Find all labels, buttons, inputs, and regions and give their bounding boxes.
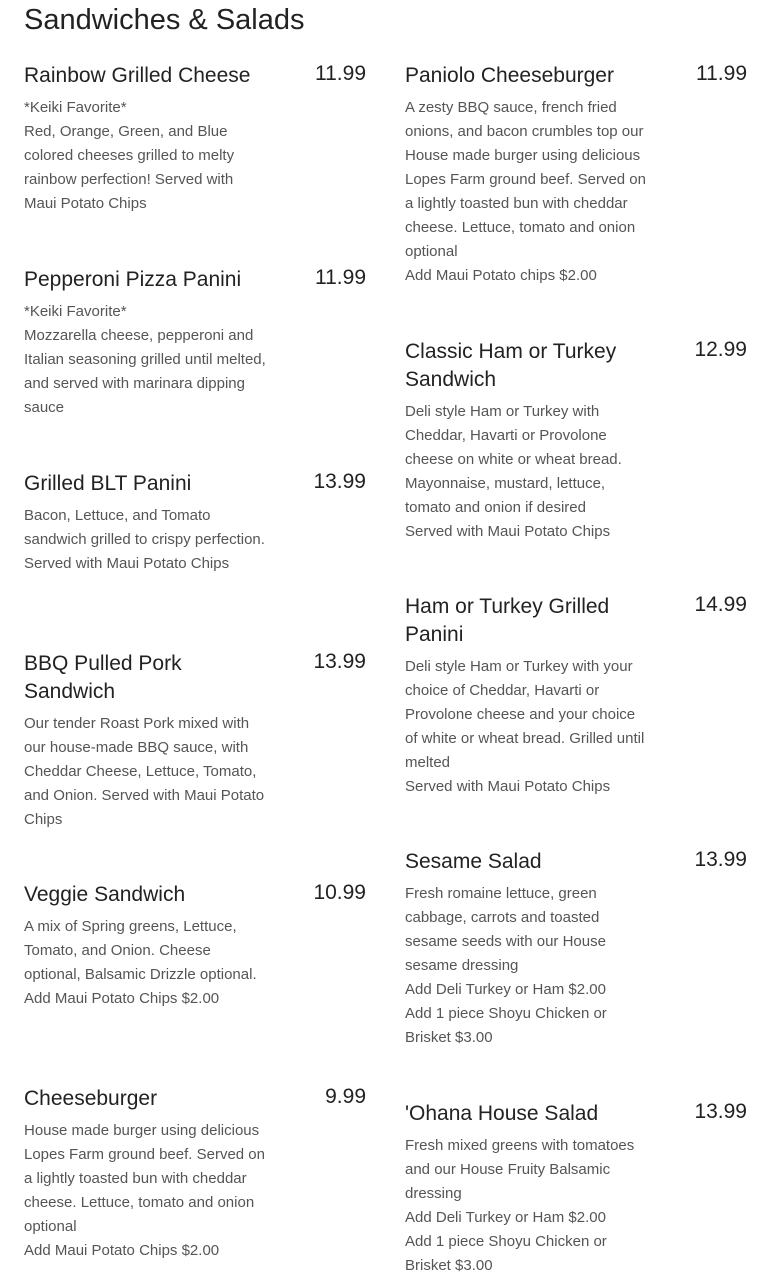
menu-item-description: [24, 96, 269, 216]
menu-item-ohana-house-salad: [405, 1100, 747, 1278]
menu-item-price: 14.99: [694, 593, 747, 616]
menu-item-description-line: Served with Maui Potato Chips: [405, 778, 611, 795]
menu-item-name: Paniolo Cheeseburger: [405, 64, 614, 87]
menu-item-description: [405, 96, 650, 288]
menu-item-name: Pepperoni Pizza Panini: [24, 268, 242, 291]
menu-item-description: [24, 915, 269, 1011]
menu-item-description-line: A zesty BBQ sauce, french fried onions, and bacon crumbles top our House made burger using delicious Lopes Farm ground beef. Served on a lightly toasted bun with cheddar cheese. Lettuce, tomato and onion optional: [405, 99, 646, 260]
menu-item-description-line: Red, Orange, Green, and Blue colored cheeses grilled to melty rainbow perfection! Served with Maui Potato Chips: [24, 123, 235, 212]
menu-item-name: Ham or Turkey Grilled Panini: [405, 595, 610, 646]
menu-item-description-line: Fresh mixed greens with tomatoes and our House Fruity Balsamic dressing: [405, 1137, 635, 1202]
menu-item-pepperoni-pizza-panini: [24, 266, 366, 420]
menu-item-price: 13.99: [694, 1100, 747, 1123]
menu-item-name: Classic Ham or Turkey Sandwich: [405, 340, 617, 391]
menu-item-price: 13.99: [313, 650, 366, 673]
menu-item-description: [405, 655, 650, 799]
menu-item-description-line: House made burger using delicious Lopes Farm ground beef. Served on a lightly toasted bun with cheddar cheese. Lettuce, tomato and onion optional: [24, 1122, 265, 1235]
menu-item-description-line: Bacon, Lettuce, and Tomato sandwich grilled to crispy perfection. Served with Maui Potato Chips: [24, 507, 265, 572]
menu-item-description: [24, 504, 269, 576]
menu-item-header: [405, 338, 747, 394]
menu-item-paniolo-cheeseburger: [405, 62, 747, 288]
menu-item-price: 11.99: [315, 266, 366, 289]
menu-item-name: 'Ohana House Salad: [405, 1102, 599, 1125]
menu-item-price: 11.99: [696, 62, 747, 85]
menu-item-description-line: *Keiki Favorite*: [24, 303, 127, 320]
menu-item-description-line: Add 1 piece Shoyu Chicken or Brisket $3.00: [405, 1005, 607, 1046]
menu-item-header: [24, 62, 366, 90]
menu-item-name: Grilled BLT Panini: [24, 472, 192, 495]
menu-item-description: [24, 1119, 269, 1263]
menu-item-header: [24, 266, 366, 294]
menu-item-description-line: A mix of Spring greens, Lettuce, Tomato, and Onion. Cheese optional, Balsamic Drizzle optional.: [24, 918, 257, 983]
menu-item-description: [405, 1134, 650, 1278]
menu-item-bbq-pulled-pork-sandwich: [24, 650, 366, 832]
menu-item-description-line: Mozzarella cheese, pepperoni and Italian seasoning grilled until melted, and served with marinara dipping sauce: [24, 327, 266, 416]
menu-item-price: 13.99: [313, 470, 366, 493]
menu-item-veggie-sandwich: [24, 881, 366, 1011]
menu-item-description-line: Add Deli Turkey or Ham $2.00: [405, 1209, 606, 1226]
menu-item-description-line: Add Maui Potato Chips $2.00: [24, 990, 220, 1007]
menu-item-sesame-salad: [405, 848, 747, 1050]
menu-item-description: [24, 300, 269, 420]
menu-item-header: [24, 650, 366, 706]
menu-item-description: [24, 712, 269, 832]
menu-item-price: 9.99: [325, 1085, 366, 1108]
menu-item-grilled-blt-panini: [24, 470, 366, 576]
menu-item-cheeseburger: [24, 1085, 366, 1263]
menu-item-rainbow-grilled-cheese: [24, 62, 366, 216]
menu-item-header: [405, 62, 747, 90]
menu-item-header: [24, 470, 366, 498]
menu-item-description-line: Add 1 piece Shoyu Chicken or Brisket $3.00: [405, 1233, 607, 1274]
menu-item-description-line: Served with Maui Potato Chips: [405, 523, 611, 540]
menu-item-header: [405, 1100, 747, 1128]
menu-item-description-line: Deli style Ham or Turkey with Cheddar, Havarti or Provolone cheese on white or wheat bread. Mayonnaise, mustard, lettuce, tomato and onion if desired: [405, 403, 622, 516]
menu-item-price: 10.99: [313, 881, 366, 904]
menu-item-price: 13.99: [694, 848, 747, 871]
menu-item-description: [405, 882, 650, 1050]
menu-item-price: 12.99: [694, 338, 747, 361]
menu-item-name: Veggie Sandwich: [24, 883, 186, 906]
menu-item-description-line: Add Deli Turkey or Ham $2.00: [405, 981, 606, 998]
menu-item-description-line: Add Maui Potato chips $2.00: [405, 267, 597, 284]
menu-item-classic-ham-or-turkey-sandwich: [405, 338, 747, 544]
menu-item-description: [405, 400, 650, 544]
menu-item-header: [405, 593, 747, 649]
menu-item-description-line: Deli style Ham or Turkey with your choice of Cheddar, Havarti or Provolone cheese and your choice of white or wheat bread. Grilled until melted: [405, 658, 645, 771]
menu-item-description-line: Add Maui Potato Chips $2.00: [24, 1242, 220, 1259]
menu-item-header: [24, 881, 366, 909]
menu-item-name: Sesame Salad: [405, 850, 542, 873]
menu-item-price: 11.99: [315, 62, 366, 85]
menu-item-name: Rainbow Grilled Cheese: [24, 64, 251, 87]
menu-item-ham-or-turkey-grilled-panini: [405, 593, 747, 799]
menu-item-description-line: *Keiki Favorite*: [24, 99, 127, 116]
menu-item-header: [405, 848, 747, 876]
menu-item-header: [24, 1085, 366, 1113]
section-title: Sandwiches & Salads: [24, 4, 305, 36]
menu-item-name: Cheeseburger: [24, 1087, 158, 1110]
menu-item-description-line: Our tender Roast Pork mixed with our house-made BBQ sauce, with Cheddar Cheese, Lettuce, Tomato, and Onion. Served with Maui Potato Chips: [24, 715, 265, 828]
menu-item-name: BBQ Pulled Pork Sandwich: [24, 652, 182, 703]
menu-item-description-line: Fresh romaine lettuce, green cabbage, carrots and toasted sesame seeds with our House sesame dressing: [405, 885, 606, 974]
